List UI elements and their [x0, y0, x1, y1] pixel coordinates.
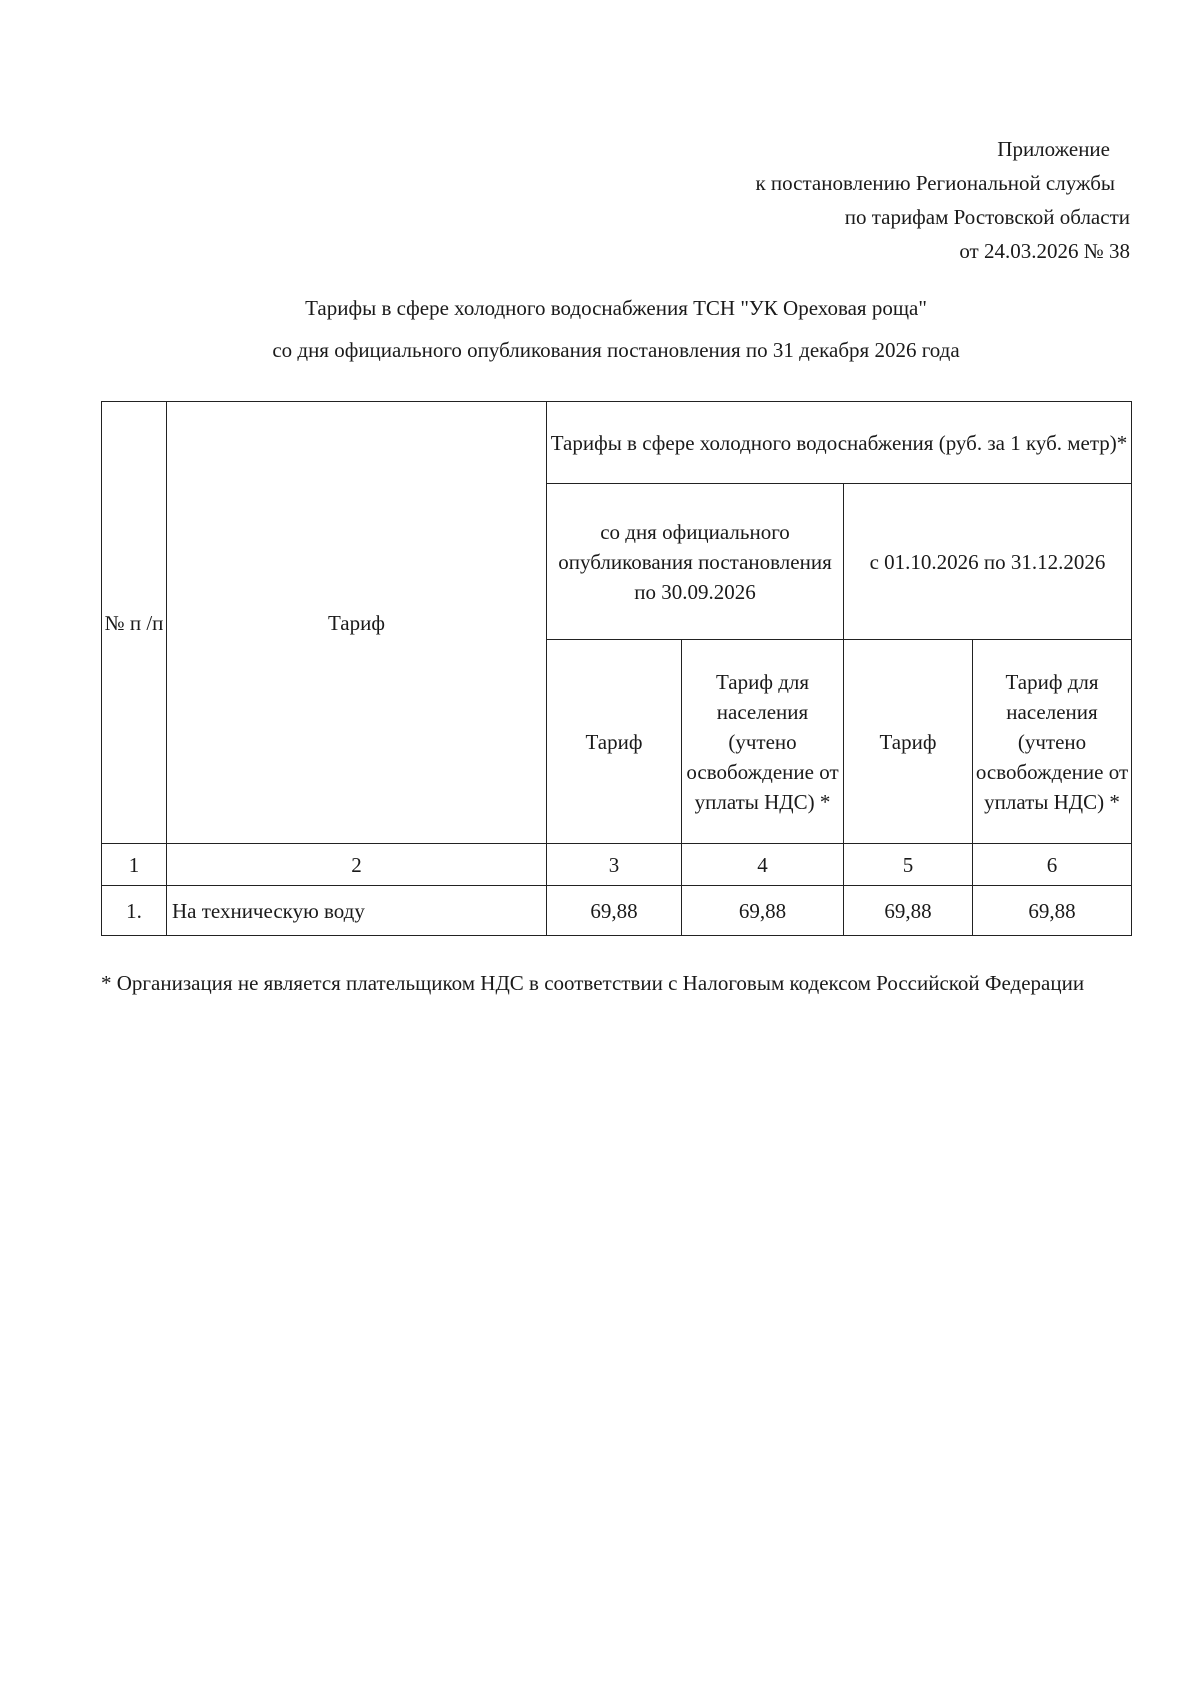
row-name: На техническую воду — [167, 886, 547, 936]
col-number-6: 6 — [973, 844, 1132, 886]
col-number-3: 3 — [547, 844, 682, 886]
header-tariff: Тариф — [167, 402, 547, 844]
document-title: Тарифы в сфере холодного водоснабжения ТСН "УК Ореховая роща" — [305, 296, 927, 320]
appendix-resolution: к постановлению Региональной службы — [755, 171, 1115, 195]
appendix-title: Приложение — [997, 137, 1110, 161]
row-value-p2-population: 69,88 — [973, 886, 1132, 936]
header-period-1: со дня официального опубликования постановления по 30.09.2026 — [547, 484, 844, 640]
document-subtitle: со дня официального опубликования постановления по 31 декабря 2026 года — [272, 338, 960, 362]
appendix-block — [530, 132, 1130, 268]
col-number-4: 4 — [682, 844, 844, 886]
table-row — [102, 886, 1132, 936]
appendix-authority: по тарифам Ростовской области — [844, 205, 1130, 229]
header-period-2: с 01.10.2026 по 31.12.2026 — [844, 484, 1132, 640]
header-group: Тарифы в сфере холодного водоснабжения (руб. за 1 куб. метр)* — [547, 402, 1132, 484]
col-number-2: 2 — [167, 844, 547, 886]
header-p1-population: Тариф для населения (учтено освобождение от уплаты НДС) * — [682, 640, 844, 844]
row-value-p1-tariff: 69,88 — [547, 886, 682, 936]
header-p2-tariff: Тариф — [844, 640, 973, 844]
column-number-row — [102, 844, 1132, 886]
header-num: № п /п — [102, 402, 167, 844]
col-number-1: 1 — [102, 844, 167, 886]
header-p2-population: Тариф для населения (учтено освобождение от уплаты НДС) * — [973, 640, 1132, 844]
footnote: * Организация не является плательщиком НДС в соответствии с Налоговым кодексом Российской Федерации — [101, 971, 1085, 995]
appendix-date-number: от 24.03.2026 № 38 — [959, 239, 1130, 263]
tariff-table — [101, 401, 1132, 936]
header-p1-tariff: Тариф — [547, 640, 682, 844]
row-value-p1-population: 69,88 — [682, 886, 844, 936]
row-value-p2-tariff: 69,88 — [844, 886, 973, 936]
col-number-5: 5 — [844, 844, 973, 886]
row-num: 1. — [102, 886, 167, 936]
